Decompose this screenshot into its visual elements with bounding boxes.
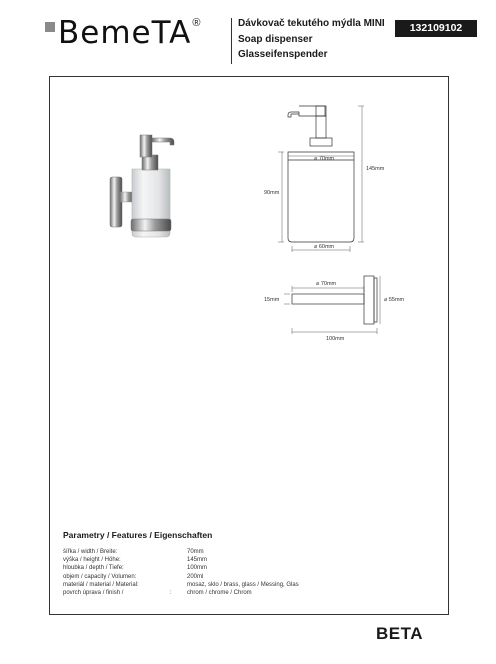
spec-heading: Parametry / Features / Eigenschaften xyxy=(63,530,213,540)
spec-value: 70mm xyxy=(187,549,204,555)
registered-mark: ® xyxy=(192,17,201,29)
dim-top-length: 100mm xyxy=(326,336,345,342)
spec-value: chrom / chrome / Chrom xyxy=(187,589,252,596)
product-titles xyxy=(238,16,385,63)
spec-label: hloubka / depth / Tiefe: xyxy=(63,565,124,572)
title-english: Soap dispenser xyxy=(238,33,313,45)
top-view-svg xyxy=(258,270,405,345)
product-code-badge: 132109102 xyxy=(395,20,477,37)
dim-top-width: ⌀ 70mm xyxy=(316,281,337,287)
spec-label: objem / capacity / Volumen: xyxy=(63,573,137,580)
spec-value: mosaz, sklo / brass, glass / Messing, Glas xyxy=(187,581,299,588)
spec-row xyxy=(63,556,212,564)
spec-colon: : xyxy=(170,589,172,596)
logo-square-mark xyxy=(45,22,55,32)
header-divider xyxy=(231,18,232,64)
dim-top-plate: ⌀ 55mm xyxy=(384,297,405,303)
dim-width-top: ⌀ 70mm xyxy=(314,156,335,162)
front-view-drawing xyxy=(258,98,398,263)
product-photo xyxy=(110,125,190,255)
spec-row xyxy=(63,581,299,589)
dim-height-glass: 90mm xyxy=(264,190,280,196)
logo-text: BemeTA xyxy=(58,15,192,51)
spec-label: materiál / material / Material: xyxy=(63,581,139,588)
spec-label: výška / height / Höhe: xyxy=(63,557,121,564)
spec-label: povrch úprava / finish / xyxy=(63,589,124,596)
spec-row xyxy=(63,548,212,556)
specifications xyxy=(63,530,299,597)
product-line-name: BETA xyxy=(376,624,424,643)
title-czech: Dávkovač tekutého mýdla MINI xyxy=(238,18,385,29)
soap-dispenser-illustration xyxy=(110,125,190,250)
title-german: Glasseifenspender xyxy=(238,49,328,60)
spec-label: šířka / width / Breite: xyxy=(63,549,118,555)
dim-width-base: ⌀ 60mm xyxy=(314,244,335,250)
spec-value: 100mm xyxy=(187,565,208,572)
dim-height-total: 145mm xyxy=(366,166,385,172)
spec-row xyxy=(63,589,252,597)
dim-top-depth: 15mm xyxy=(264,297,280,303)
spec-value: 200ml xyxy=(187,573,204,580)
front-view-svg xyxy=(258,98,398,258)
brand-logo xyxy=(45,16,200,50)
spec-value: 145mm xyxy=(187,557,208,564)
spec-row xyxy=(63,564,212,572)
top-view-drawing xyxy=(258,270,405,350)
spec-row xyxy=(63,573,212,581)
